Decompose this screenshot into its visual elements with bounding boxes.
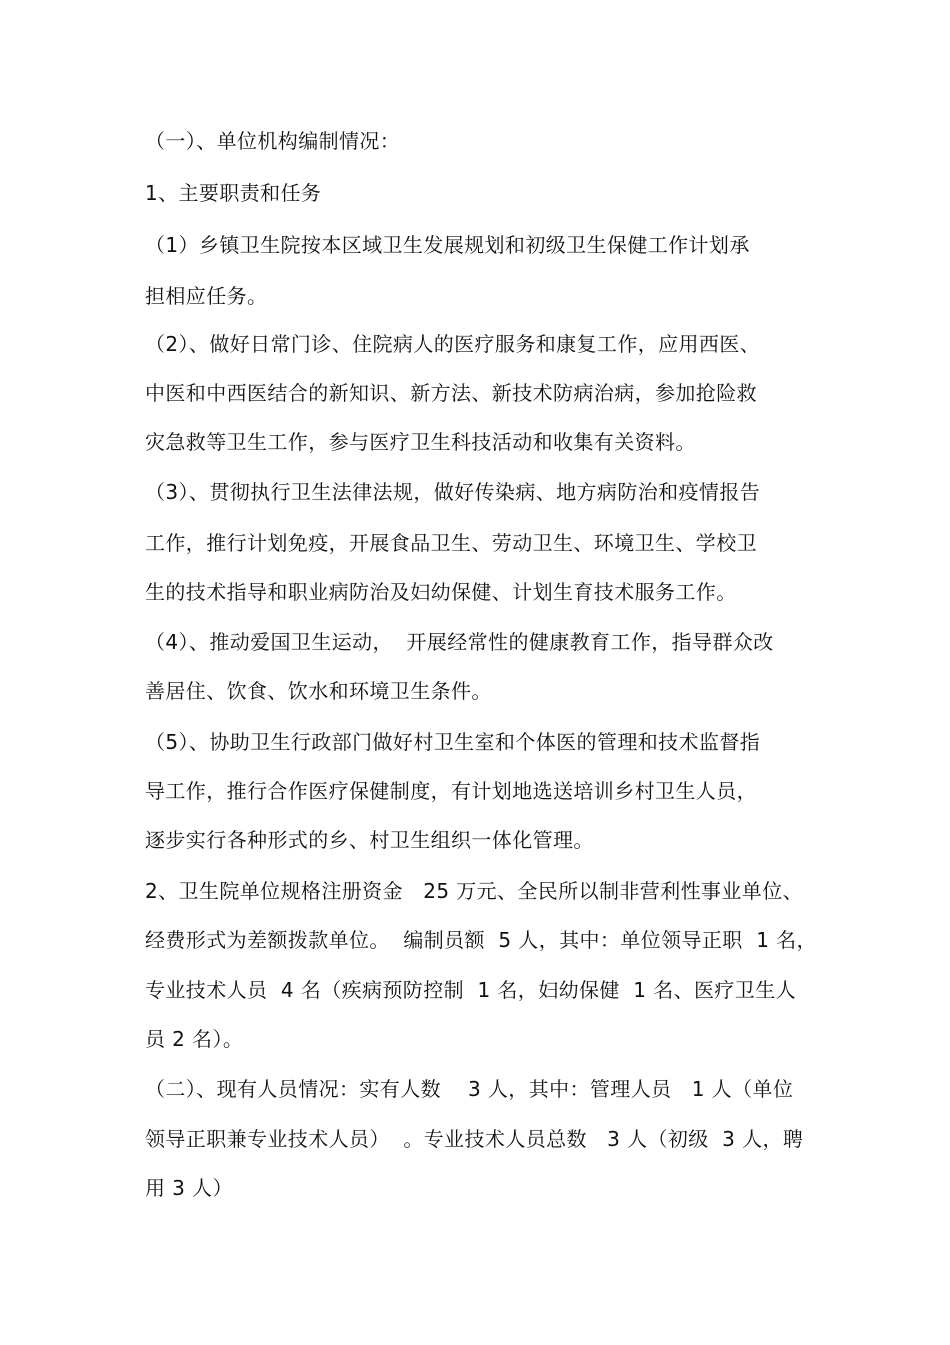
paragraph-line: （3）、贯彻执行卫生法律法规，做好传染病、地方病防治和疫情报告 xyxy=(145,480,761,504)
paragraph-line: （1）乡镇卫生院按本区域卫生发展规划和初级卫生保健工作计划承 xyxy=(145,233,750,257)
paragraph-line: 导工作，推行合作医疗保健制度，有计划地选送培训乡村卫生人员， xyxy=(145,779,757,803)
paragraph-line: 逐步实行各种形式的乡、村卫生组织一体化管理。 xyxy=(145,828,594,852)
paragraph-line: 专业技术人员 4 名（疾病预防控制 1 名，妇幼保健 1 名、医疗卫生人 xyxy=(145,978,796,1002)
paragraph-line: 工作，推行计划免疫，开展食品卫生、劳动卫生、环境卫生、学校卫 xyxy=(145,531,757,555)
section-heading-2: （二）、现有人员情况：实有人数 3 人，其中：管理人员 1 人（单位 xyxy=(145,1077,794,1101)
paragraph-line: 担相应任务。 xyxy=(145,284,268,308)
paragraph-line: （2）、做好日常门诊、住院病人的医疗服务和康复工作，应用西医、 xyxy=(145,332,761,356)
subheading-duties: 1、主要职责和任务 xyxy=(145,181,322,205)
paragraph-line: 经费形式为差额拨款单位。 编制员额 5 人，其中：单位领导正职 1 名， xyxy=(145,928,817,952)
paragraph-line: 生的技术指导和职业病防治及妇幼保健、计划生育技术服务工作。 xyxy=(145,580,737,604)
paragraph-line: 用 3 人） xyxy=(145,1176,233,1200)
paragraph-line: 员 2 名）。 xyxy=(145,1027,244,1051)
paragraph-line: 领导正职兼专业技术人员） 。专业技术人员总数 3 人（初级 3 人，聘 xyxy=(145,1127,804,1151)
paragraph-line: 灾急救等卫生工作，参与医疗卫生科技活动和收集有关资料。 xyxy=(145,430,696,454)
paragraph-line: 善居住、饮食、饮水和环境卫生条件。 xyxy=(145,679,492,703)
paragraph-line: （5）、协助卫生行政部门做好村卫生室和个体医的管理和技术监督指 xyxy=(145,730,761,754)
paragraph-line: （4）、推动爱国卫生运动， 开展经常性的健康教育工作，指导群众改 xyxy=(145,630,774,654)
paragraph-line: 2、卫生院单位规格注册资金 25 万元、全民所以制非营利性事业单位、 xyxy=(145,879,804,903)
paragraph-line: 中医和中西医结合的新知识、新方法、新技术防病治病，参加抢险救 xyxy=(145,381,757,405)
section-heading-1: （一）、单位机构编制情况： xyxy=(145,129,401,153)
